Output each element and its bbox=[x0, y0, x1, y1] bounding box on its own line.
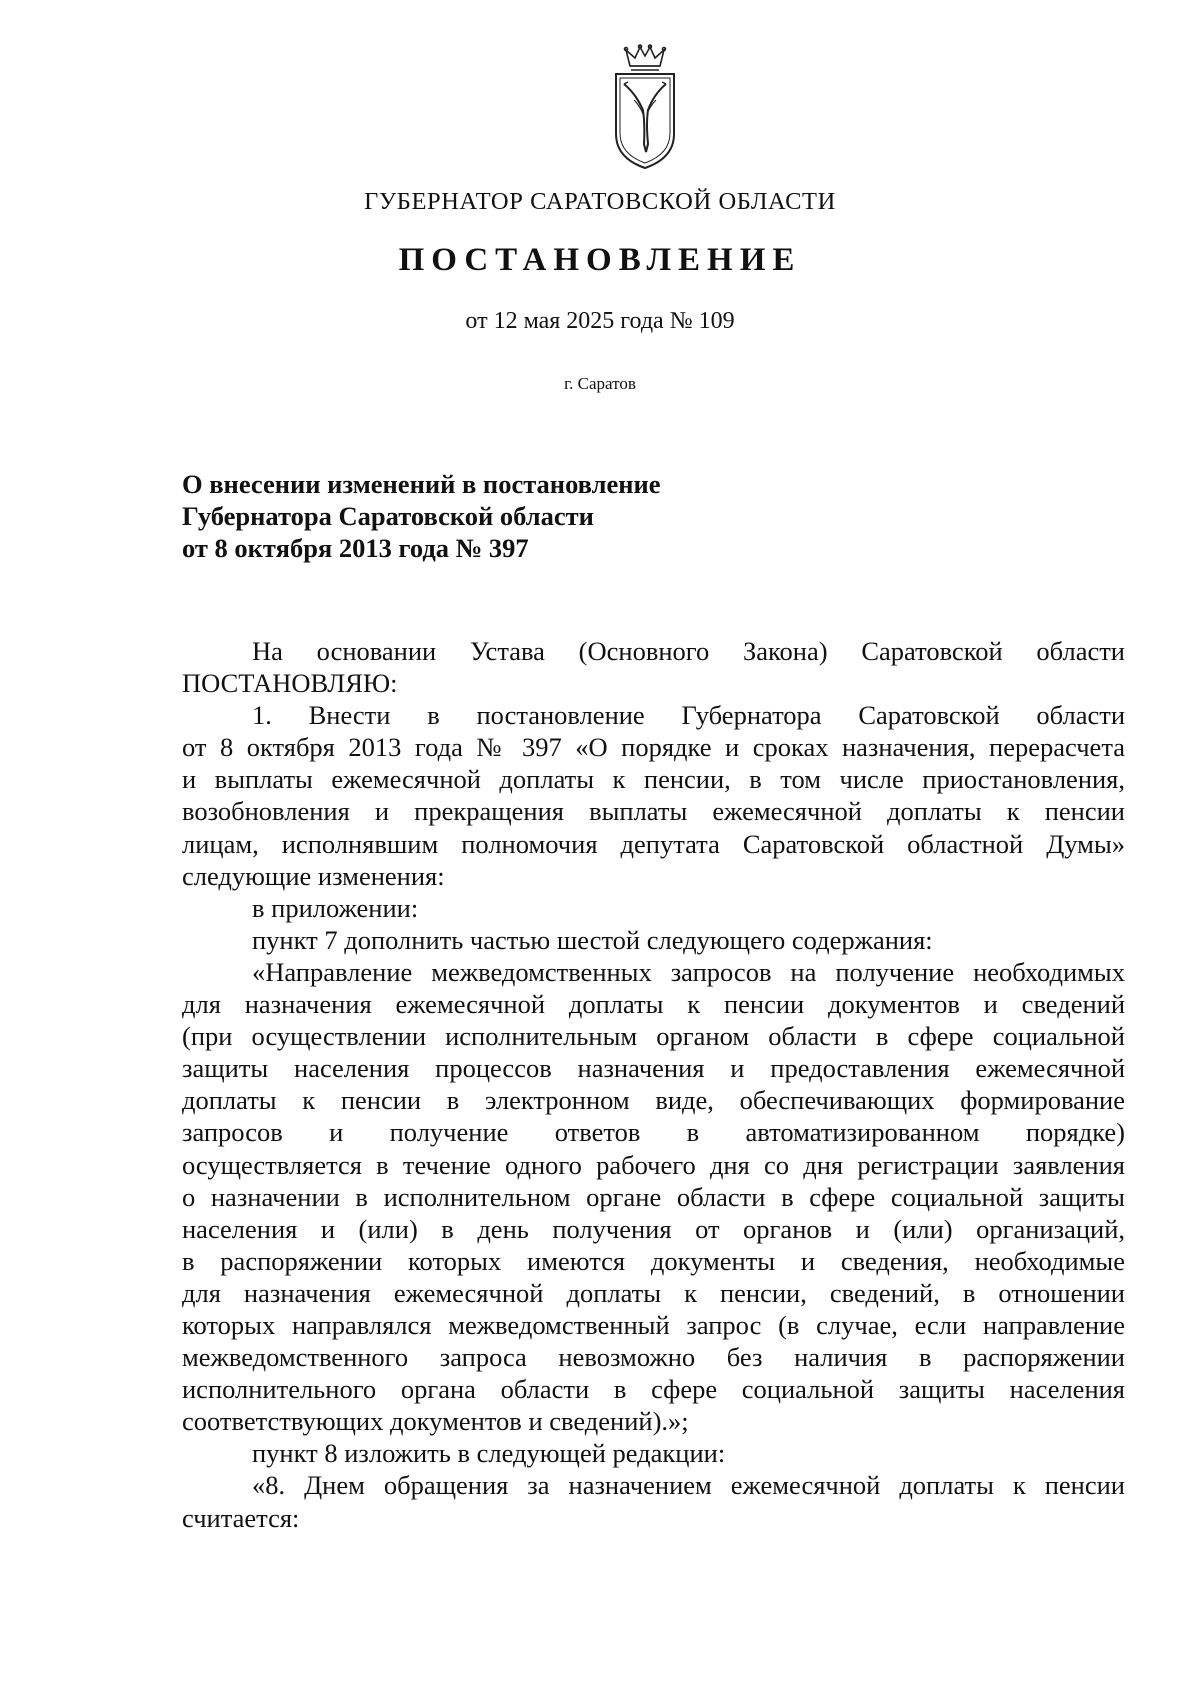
body-line: «8. Днем обращения за назначением ежемесячной доплаты к пенсии bbox=[252, 1470, 1125, 1501]
document-type-title: ПОСТАНОВЛЕНИЕ bbox=[398, 242, 802, 278]
body-line: межведомственного запроса невозможно без наличия в распоряжении bbox=[182, 1342, 1125, 1373]
body-line: запросов и получение ответов в автоматизированном порядке) bbox=[182, 1117, 1125, 1148]
document-place: г. Саратов bbox=[564, 374, 636, 393]
body-line: осуществляется в течение одного рабочего дня со дня регистрации заявления bbox=[182, 1149, 1125, 1180]
body-line: лицам, исполнявшим полномочия депутата Саратовской областной Думы» bbox=[182, 828, 1125, 859]
document-date-number: от 12 мая 2025 года № 109 bbox=[465, 308, 735, 334]
body-line: следующие изменения: bbox=[182, 860, 445, 891]
issuing-authority: ГУБЕРНАТОР САРАТОВСКОЙ ОБЛАСТИ bbox=[364, 188, 836, 215]
body-line: для назначения ежемесячной доплаты к пенсии, сведений, в отношении bbox=[182, 1277, 1125, 1308]
saratov-coat-of-arms-emblem bbox=[610, 44, 680, 172]
document-subject bbox=[182, 468, 882, 564]
body-line: соответствующих документов и сведений).»; bbox=[182, 1406, 689, 1437]
body-line: и выплаты ежемесячной доплаты к пенсии, в том числе приостановления, bbox=[182, 764, 1125, 795]
document-body bbox=[182, 635, 1125, 1534]
body-line: доплаты к пенсии в электронном виде, обеспечивающих формирование bbox=[182, 1085, 1125, 1116]
subject-line: О внесении изменений в постановление bbox=[182, 469, 661, 499]
body-line: для назначения ежемесячной доплаты к пенсии документов и сведений bbox=[182, 989, 1125, 1020]
body-line: (при осуществлении исполнительным органом области в сфере социальной bbox=[182, 1021, 1125, 1052]
body-line: населения и (или) в день получения от органов и (или) организаций, bbox=[182, 1213, 1125, 1244]
body-line: пункт 7 дополнить частью шестой следующего содержания: bbox=[252, 924, 933, 955]
body-line: в приложении: bbox=[252, 892, 419, 923]
body-line: пункт 8 изложить в следующей редакции: bbox=[252, 1438, 726, 1469]
body-line: которых направлялся межведомственный запрос (в случае, если направление bbox=[182, 1309, 1125, 1340]
body-line: от 8 октября 2013 года № 397 «О порядке и сроках назначения, перерасчета bbox=[182, 732, 1125, 763]
body-line: в распоряжении которых имеются документы и сведения, необходимые bbox=[182, 1245, 1125, 1276]
body-line: возобновления и прекращения выплаты ежемесячной доплаты к пенсии bbox=[182, 796, 1125, 827]
subject-line: Губернатора Саратовской области bbox=[182, 501, 594, 532]
body-line: считается: bbox=[182, 1502, 300, 1533]
body-line: о назначении в исполнительном органе области в сфере социальной защиты bbox=[182, 1181, 1125, 1212]
body-line: «Направление межведомственных запросов на получение необходимых bbox=[252, 956, 1125, 987]
body-line: исполнительного органа области в сфере социальной защиты населения bbox=[182, 1374, 1125, 1405]
subject-line: от 8 октября 2013 года № 397 bbox=[182, 533, 529, 564]
body-line: ПОСТАНОВЛЯЮ: bbox=[182, 668, 398, 699]
body-line: 1. Внести в постановление Губернатора Саратовской области bbox=[252, 700, 1125, 731]
body-line: На основании Устава (Основного Закона) Саратовской области bbox=[252, 636, 1125, 666]
body-line: защиты населения процессов назначения и предоставления ежемесячной bbox=[182, 1053, 1125, 1084]
